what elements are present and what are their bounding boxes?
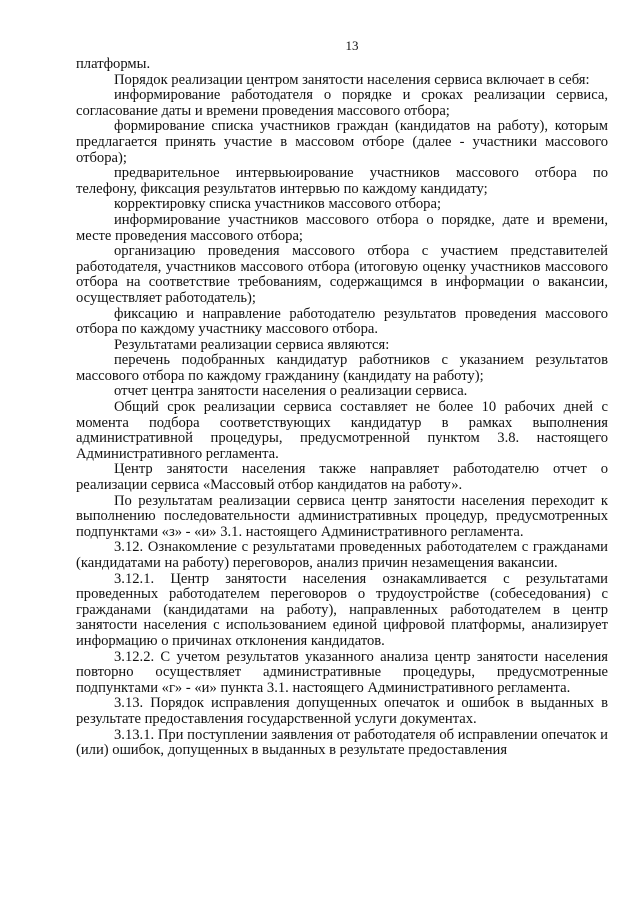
paragraph: платформы. [76, 56, 151, 72]
paragraph: Центр занятости населения также направляет работодателю отчет о реализации сервиса «Массовый отбор кандидатов на работу». [76, 461, 608, 494]
paragraph: организацию проведения массового отбора с участием представителей работодателя, участников массового отбора (итоговую оценку участников массового отбора на соответствие требованиям, содержащимся в информации о вакансии, осуществляет работодатель); [76, 243, 608, 306]
paragraph: перечень подобранных кандидатур работников с указанием результатов массового отбора по каждому гражданину (кандидату на работу); [76, 352, 608, 384]
paragraph: Порядок реализации центром занятости населения сервиса включает в себя: [114, 71, 590, 88]
page-number: 13 [345, 38, 359, 53]
paragraph: 3.13. Порядок исправления допущенных опечаток и ошибок в выданных в результате предоставления государственной услуги документах. [76, 695, 608, 727]
paragraph: 3.12. Ознакомление с результатами проведенных работодателем с гражданами (кандидатами на работу) переговоров, анализ причин незамещения вакансии. [76, 539, 608, 571]
paragraph: фиксацию и направление работодателю результатов проведения массового отбора по каждому участнику массового отбора. [76, 305, 608, 338]
paragraph: 3.12.2. С учетом результатов указанного анализа центр занятости населения повторно осуществляет административные процедуры, предусмотренные подпунктами «г» - «и» пункта 3.1. настоящего Административного регламента. [76, 648, 608, 696]
paragraph: информирование участников массового отбора о порядке, дате и времени, месте проведения массового отбора; [76, 211, 608, 244]
paragraph: 3.13.1. При поступлении заявления от работодателя об исправлении опечаток и (или) ошибок, допущенных в выданных в результате предоставления [76, 726, 608, 759]
paragraph: По результатам реализации сервиса центр занятости населения переходит к выполнению последовательности административных процедур, предусмотренных подпунктами «з» - «и» 3.1. настоящего Административного регламента. [76, 492, 608, 540]
paragraph: Результатами реализации сервиса являются: [114, 336, 390, 353]
paragraph: отчет центра занятости населения о реализации сервиса. [114, 383, 468, 400]
paragraph: предварительное интервьюирование участников массового отбора по телефону, фиксация результатов интервью по каждому кандидату; [76, 165, 608, 197]
paragraph: информирование работодателя о порядке и сроках реализации сервиса, согласование даты и времени проведения массового отбора; [76, 87, 608, 119]
paragraph: корректировку списка участников массового отбора; [114, 196, 442, 213]
paragraph: Общий срок реализации сервиса составляет не более 10 рабочих дней с момента подбора соответствующих кандидатур в рамках выполнения административной процедуры, предусмотренной пунктом 3.8. настоящего Административного регламента. [76, 399, 608, 462]
paragraph: формирование списка участников граждан (кандидатов на работу), которым предлагается принять участие в массовом отборе (далее - участники массового отбора); [76, 118, 608, 166]
paragraph: 3.12.1. Центр занятости населения ознакамливается с результатами проведенных работодателем переговоров о трудоустройстве (собеседования) с гражданами (кандидатами на работу), направленных работодателем в центр занятости населения с использованием единой цифровой платформы, анализирует информацию о причинах отклонения кандидатов. [76, 570, 608, 649]
document-body [76, 57, 608, 759]
